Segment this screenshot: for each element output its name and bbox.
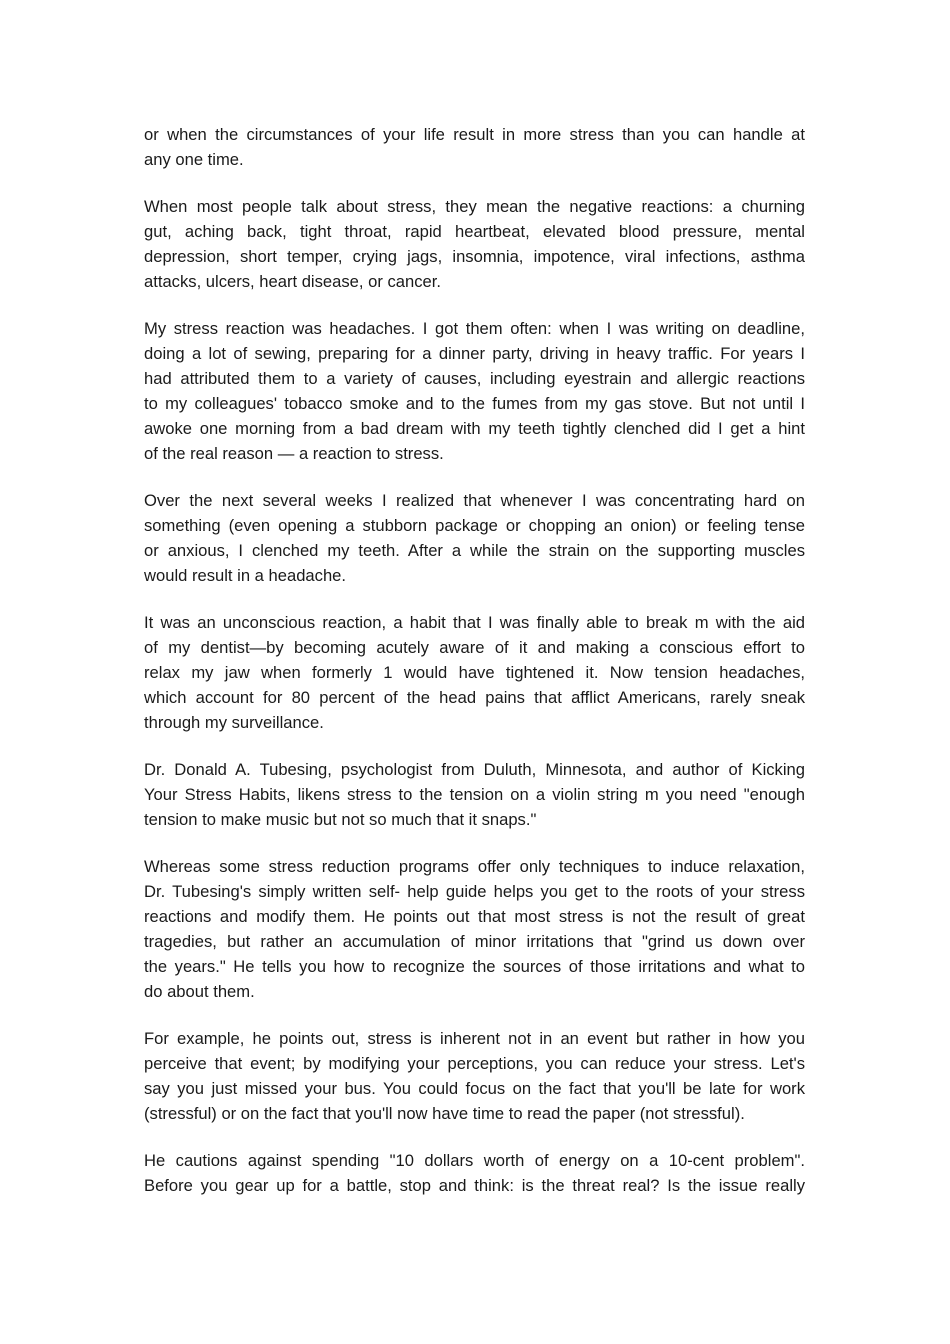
text-line: It was an unconscious reaction, a habit that I was finally able to break m with the aid [144, 613, 805, 632]
text-line: gut, aching back, tight throat, rapid heartbeat, elevated blood pressure, mental [144, 222, 805, 241]
paragraph [144, 316, 805, 466]
paragraph [144, 610, 805, 735]
text-line: Over the next several weeks I realized that whenever I was concentrating hard on [144, 491, 805, 510]
text-line: perceive that event; by modifying your perceptions, you can reduce your stress. Let's [144, 1054, 805, 1073]
text-line: reactions and modify them. He points out that most stress is not the result of great [144, 907, 805, 926]
text-line: or when the circumstances of your life result in more stress than you can handle at [144, 125, 805, 144]
text-line: through my surveillance. [144, 713, 324, 732]
paragraph [144, 757, 805, 832]
text-line: awoke one morning from a bad dream with my teeth tightly clenched did I get a hint [144, 419, 805, 438]
text-line: Whereas some stress reduction programs offer only techniques to induce relaxation, [144, 857, 805, 876]
paragraph [144, 1026, 805, 1126]
paragraph [144, 122, 805, 172]
text-line: My stress reaction was headaches. I got them often: when I was writing on deadline, [144, 319, 805, 338]
paragraph [144, 194, 805, 294]
text-line: depression, short temper, crying jags, insomnia, impotence, viral infections, asthma [144, 247, 805, 266]
text-line: or anxious, I clenched my teeth. After a while the strain on the supporting muscles [144, 541, 805, 560]
text-line: attacks, ulcers, heart disease, or cancer. [144, 272, 441, 291]
text-line: doing a lot of sewing, preparing for a dinner party, driving in heavy traffic. For years I [144, 344, 805, 363]
text-line: relax my jaw when formerly 1 would have tightened it. Now tension headaches, [144, 663, 805, 682]
text-line: to my colleagues' tobacco smoke and to the fumes from my gas stove. But not until I [144, 394, 805, 413]
text-line: Dr. Tubesing's simply written self- help guide helps you get to the roots of your stress [144, 882, 805, 901]
text-line: of my dentist—by becoming acutely aware of it and making a conscious effort to [144, 638, 805, 657]
text-line: He cautions against spending "10 dollars worth of energy on a 10-cent problem". [144, 1151, 805, 1170]
text-line: tension to make music but not so much that it snaps." [144, 810, 537, 829]
document-page [144, 122, 805, 1220]
text-line: of the real reason — a reaction to stress. [144, 444, 444, 463]
text-line: which account for 80 percent of the head pains that afflict Americans, rarely sneak [144, 688, 805, 707]
text-line: say you just missed your bus. You could focus on the fact that you'll be late for work [144, 1079, 805, 1098]
text-line: (stressful) or on the fact that you'll now have time to read the paper (not stressful). [144, 1104, 745, 1123]
text-line: would result in a headache. [144, 566, 347, 585]
text-line: any one time. [144, 150, 244, 169]
text-line: do about them. [144, 982, 255, 1001]
paragraph [144, 854, 805, 1004]
text-line: had attributed them to a variety of causes, including eyestrain and allergic reactions [144, 369, 805, 388]
text-line: Dr. Donald A. Tubesing, psychologist from Duluth, Minnesota, and author of Kicking [144, 760, 805, 779]
text-line: Your Stress Habits, likens stress to the tension on a violin string m you need "enough [144, 785, 805, 804]
text-line: When most people talk about stress, they mean the negative reactions: a churning [144, 197, 805, 216]
paragraph [144, 1148, 805, 1198]
text-line: something (even opening a stubborn package or chopping an onion) or feeling tense [144, 516, 805, 535]
text-line: Before you gear up for a battle, stop and think: is the threat real? Is the issue really [144, 1176, 805, 1195]
paragraph [144, 488, 805, 588]
text-line: the years." He tells you how to recognize the sources of those irritations and what to [144, 957, 805, 976]
text-line: For example, he points out, stress is inherent not in an event but rather in how you [144, 1029, 805, 1048]
text-line: tragedies, but rather an accumulation of minor irritations that "grind us down over [144, 932, 805, 951]
